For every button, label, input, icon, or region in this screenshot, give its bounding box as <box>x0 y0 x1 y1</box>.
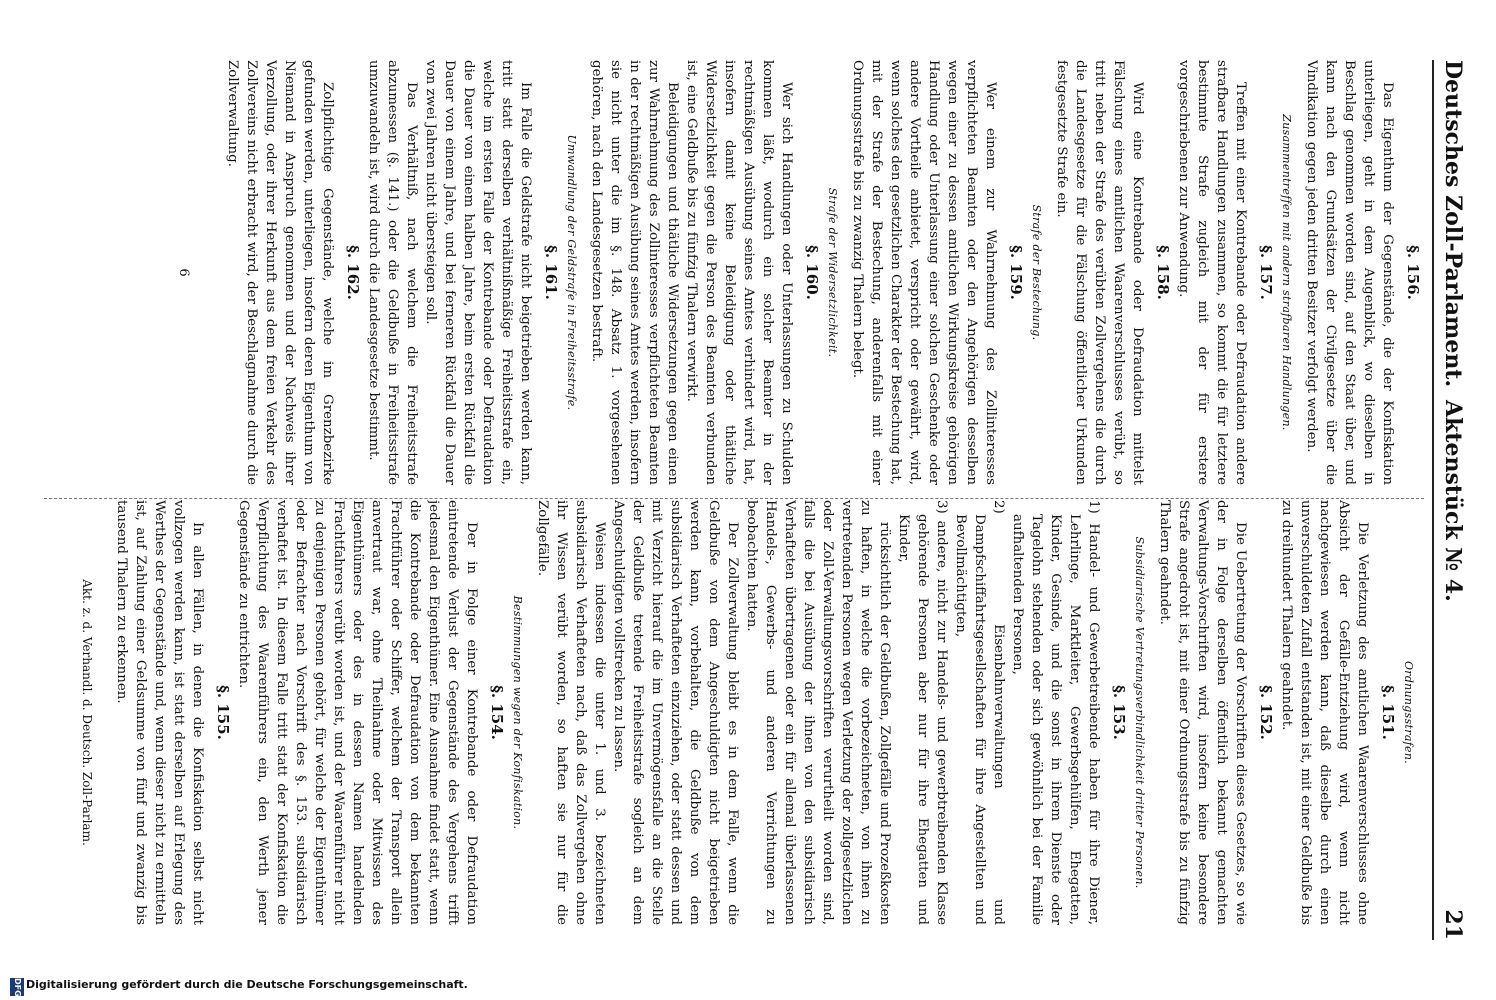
paragraph: Die Uebertretung der Vorschriften dieses Gesetzes, so wie der in Folge derselben öffentlich bekannt gemachten Verwaltungs-Vorschriften wird, insofern keine besondere Strafe angedroht ist, mit einer Ordnungsstrafe bis zu fünfzig Thalern geahndet. <box>1157 500 1248 925</box>
section-heading: §. 162. <box>344 245 362 300</box>
column-footer: 6 <box>176 268 191 277</box>
digitization-text: Digitalisierung gefördert durch die Deutsche Forschungsgemeinschaft. <box>26 978 468 991</box>
section-heading: §. 153. <box>1110 685 1128 740</box>
column-divider <box>44 498 1424 499</box>
paragraph: Das Eigenthum der Gegenstände, die der Konfiskation unterliegen, geht in dem Augenblick, wo dieselben in Beschlag genommen worden sind, auf den Staat über, und kann nach den Grundsätzen der Civilgesetze über die Vindikation gegen jeden dritten Besitzer verfolgt werden. <box>1304 60 1395 485</box>
section-heading: §. 155. <box>214 685 232 740</box>
list-item: 2) Eisenbahnverwaltungen und Dampfschiffahrtsgesellschaften für ihre Angestellten und Bevollmächtigten, <box>953 500 1006 925</box>
left-column <box>44 500 1424 925</box>
section-heading: §. 152. <box>1257 685 1275 740</box>
header-title: Deutsches Zoll-Parlament. <box>1440 60 1466 388</box>
section-heading: §. 157. <box>1257 245 1275 300</box>
dfg-logo: DFG <box>10 978 24 996</box>
paragraph: Der in Folge einer Kontrebande oder Defraudation eintretende Verlust der Gegenstände des Vergehens trifft jedesmal den Eigenthümer. Eine Ausnahme findet statt, wenn die Kontrebande oder Defraudation von dem bekannten Frachtführer oder Schiffer, welchem der Transport allein anvertraut war, ohne Theilnahme oder Mitwissen des Eigenthümers oder des in dessen Namen handelnden Frachtfahrers verübt worden ist, und der Waarenführer nicht zu denjenigen Personen gehört, für welche der Eigenthümer oder Befrachter nach Vorschrift des §. 153. subsidiarisch verhaftet ist. In diesem Falle tritt statt der Konfiskation die Verpflichtung des Waarenführers ein, den Werth jener Gegenstände zu entrichten. <box>236 500 479 925</box>
paragraph: In allen Fällen, in denen die Konfiskation selbst nicht vollzogen werden kann, ist statt derselben auf Erlegung des Werthes der Gegenstände und, wenn dieser nicht zu ermitteln ist, auf Zahlung einer Geldsumme von fünf und zwanzig bis tausend Thalern zu erkennen. <box>114 500 205 925</box>
section-heading: §. 161. <box>542 245 560 300</box>
margin-note: Zusammentreffen mit andern strafbaren Handlungen. <box>1280 114 1293 431</box>
margin-note: Strafe der Widersetzlichkeit. <box>826 187 839 358</box>
section-heading: §. 160. <box>803 245 821 300</box>
paragraph: Wer sich Handlungen oder Unterlassungen zu Schulden kommen läßt, wodurch ein solcher Beamter in der rechtmäßigen Ausübung seines Amtes verhindert wird, hat, insofern damit keine Beleidigung oder thätliche Widersetzlichkeit gegen die Person des Beamten verbunden ist, eine Geldbuße bis zu fünfzig Thalern verwirkt. <box>684 60 794 485</box>
margin-note: Umwandlung der Geldstrafe in Freiheitsstrafe. <box>565 134 578 411</box>
section-heading: §. 154. <box>488 685 506 740</box>
list-item: 1) Handel- und Gewerbetreibende haben für ihre Diener, Lehrlinge, Marktleiter, Gewerbsgehülfen, Ehegatten, Kinder, Gesinde, und die sonst in ihrem Dienste oder Tagelohn stehenden oder sich gewöhnlich bei der Familie aufhaltenden Personen, <box>1010 500 1101 925</box>
column-footer: Akt. z. d. Verhandl. d. Deutsch. Zoll-Parlam. <box>80 579 94 846</box>
paragraph: Wer einem zur Wahrnehmung des Zollinteresses verpflichteten Beamten oder den Angehörigen desselben wegen einer zu dessen amtlichen Wirkungskreise gehörigen Handlung oder Unterlassung einer solchen Geschenke oder andere Vortheile anbietet, verspricht oder gewährt, wird, wenn solches den gesetzlichen Charakter der Bestechung hat, mit der Strafe der Bestechung, anderenfalls mit einer Ordnungsstrafe bis zu zwanzig Thalern belegt. <box>850 60 998 485</box>
paragraph: Zollpflichtige Gegenstände, welche im Grenzbezirke gefunden werden, unterliegen, insofern deren Eigenthum von Niemand in Anspruch genommen und der Nachweis ihrer Verzollung, oder ihrer Herkunft aus dem freien Verkehr des Zollvereins nicht erbracht wird, der Beschlagnahme durch die Zollverwaltung. <box>225 60 335 485</box>
margin-note: Subsidiarische Vertretungsverbindlichkeit dritter Personen. <box>1133 536 1146 889</box>
paragraph: Das Verhältniß, nach welchem die Freiheitsstrafe abzumessen (§. 141.) oder die Geldbuße in Freiheitsstrafe umzuwandeln ist, wird durch die Landesgesetze bestimmt. <box>366 60 419 485</box>
list-item: 3) andere, nicht zur Handels- und gewerbtreibenden Klasse gehörende Personen aber nur für ihre Ehegatten und Kinder, <box>896 500 949 925</box>
paragraph: Beleidigungen und thätliche Widersetzungen gegen einen zur Wahrnehmung des Zollinteresses verpflichteten Beamten in der rechtmäßigen Ausübung seines Amtes werden, insofern sie nicht unter die im §. 148. Absatz 1. vorgesehenen gehören, nach den Landesgesetzen bestraft. <box>589 60 680 485</box>
section-heading: §. 156. <box>1404 245 1422 300</box>
page-header <box>1432 60 1474 940</box>
paragraph: rücksichtlich der Geldbußen, Zollgefälle und Prozeßkosten zu haften, in welche die vorbezeichneten, von ihnen zu vertretenden Personen wegen Verletzung der zollgesetzlichen oder Zoll-Verwaltungsvorschriften verurtheilt worden sind, falls die bei Ausübung der ihnen von den subsidiarisch Verhafteten übertragenen oder ein für allemal überlassenen Handels-, Gewerbs- und anderen Verrichtungen zu beobachten hatten. <box>744 500 892 925</box>
header-document: Aktenstück № 4. <box>1440 400 1466 602</box>
margin-note: Bestimmungen wegen der Konfiskation. <box>511 595 524 830</box>
margin-note: Strafe der Bestechung. <box>1030 204 1043 341</box>
paragraph: Treffen mit einer Kontrebande oder Defraudation andere strafbare Handlungen zusammen, so kommt die für letztere bestimmte Strafe zugleich mit der für erstere vorgeschriebenen zur Anwendung. <box>1176 60 1248 485</box>
paragraph: Der Zollverwaltung bleibt es in dem Falle, wenn die Geldbuße von dem Angeschuldigten nicht beigetrieben werden kann, vorbehalten, die Geldbuße von dem subsidiarisch Verhafteten einzuziehen, oder statt dessen und mit Verzicht hierauf die im Unvermögensfalle an die Stelle der Geldbuße tretende Freiheitsstrafe sogleich an dem Angeschuldigten vollstrecken zu lassen. <box>611 500 740 925</box>
paragraph: Im Falle die Geldstrafe nicht beigetrieben werden kann, tritt statt derselben verhältnißmäßige Freiheitsstrafe ein, welche im ersten Falle der Kontrebande oder Defraudation die Dauer von einem halben Jahre, beim ersten Rückfall die Dauer von einem Jahre, und bei ferneren Rückfall die Dauer von zwei Jahren nicht übersteigen soll. <box>423 60 533 485</box>
section-heading: §. 151. <box>1379 685 1397 740</box>
right-column <box>44 60 1424 485</box>
paragraph: Die Verletzung des amtlichen Waarenverschlusses ohne Absicht der Gefälle-Entziehung wird, wenn nicht nachgewiesen werden kann, daß dieselbe durch einen unverschuldeten Zufall entstanden ist, mit einer Geldbuße bis zu dreihundert Thalern geahndet. <box>1279 500 1370 925</box>
paragraph: Weisen indessen die unter 1. und 3. bezeichneten subsidiarisch Verhafteten nach, daß das Zollvergehen ohne ihr Wissen verübt worden, so haften sie nur für die Zollgefälle. <box>535 500 607 925</box>
paragraph: Wird eine Kontrebande oder Defraudation mittelst Fälschung eines amtlichen Waarenverschlusses verübt, so tritt neben der Strafe des verübten Zollvergehens die durch die Landesgesetze für die Fälschung öffentlicher Urkunden festgesetzte Strafe ein. <box>1054 60 1145 485</box>
section-heading: §. 158. <box>1154 245 1172 300</box>
margin-note: Ordnungsstrafen. <box>1402 660 1415 765</box>
section-heading: §. 159. <box>1007 245 1025 300</box>
header-page-number: 21 <box>1440 909 1466 940</box>
